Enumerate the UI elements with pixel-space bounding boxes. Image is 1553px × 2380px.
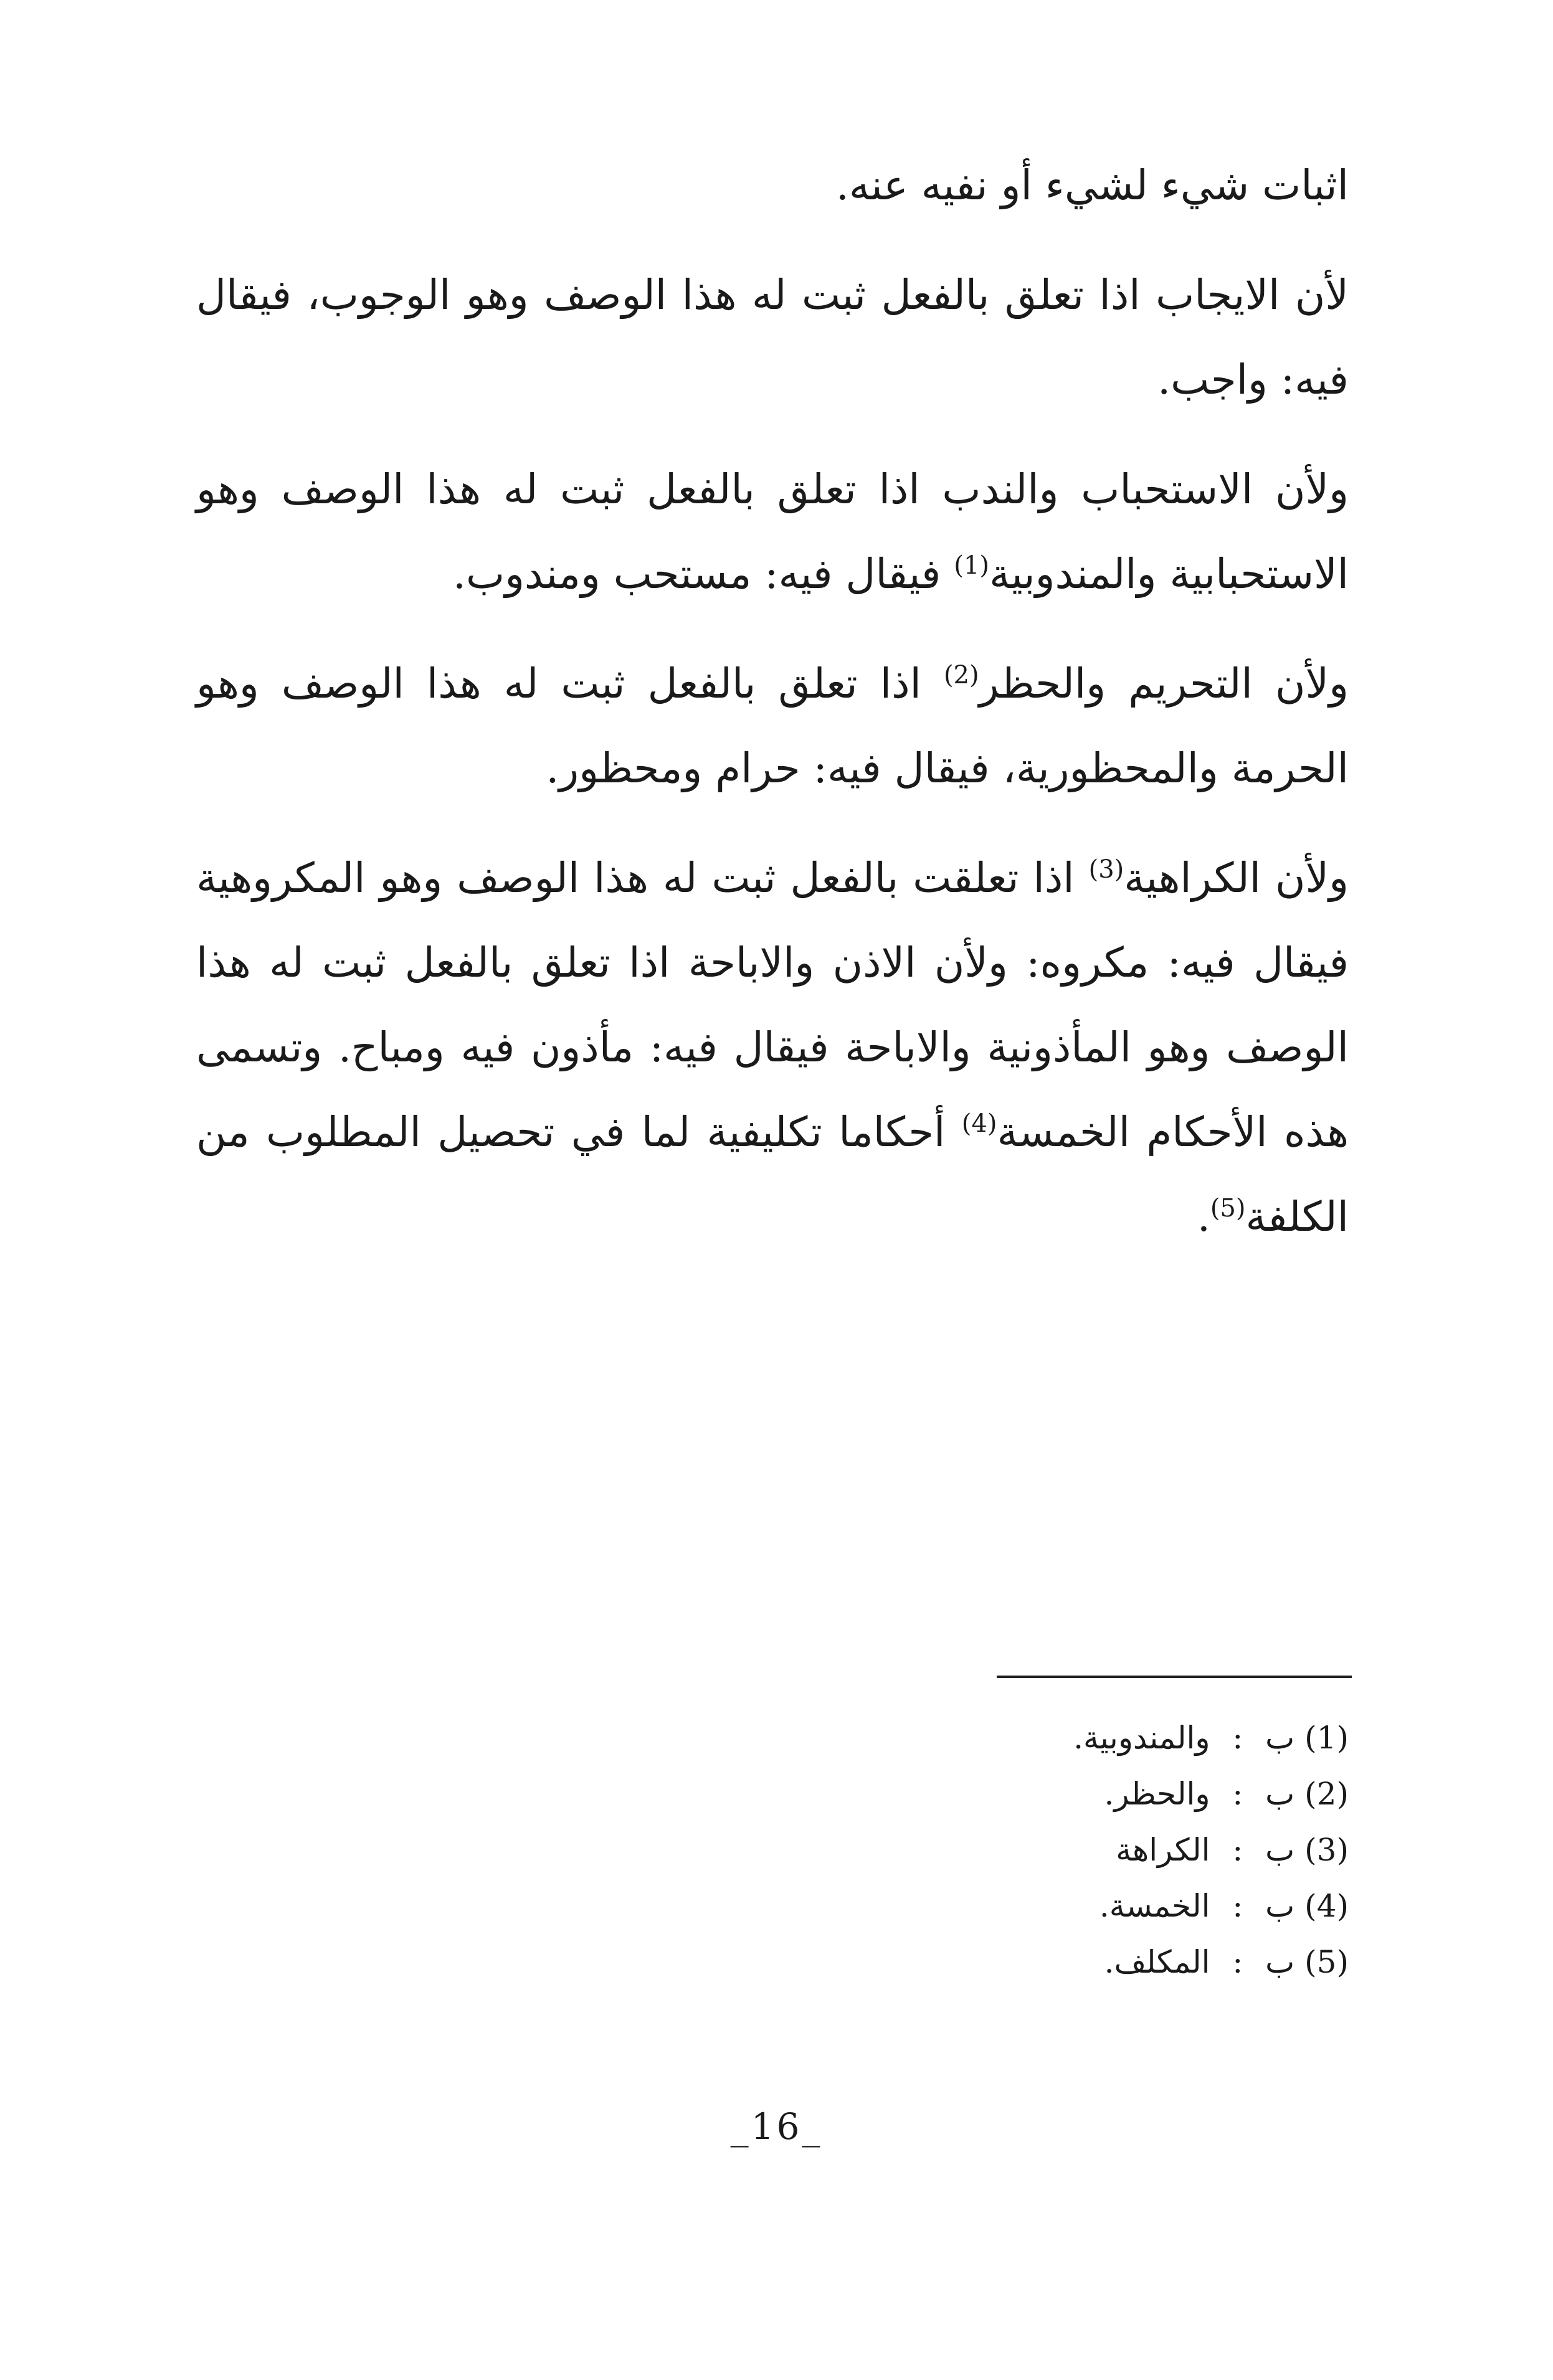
paragraph-text: . — [1197, 1193, 1210, 1241]
paragraph-text: ولأن الاستحباب والندب اذا تعلق بالفعل ثبت له هذا الوصف وهو الاستحبابية والمندوبية — [196, 465, 1349, 598]
footnote-separator-colon: : — [1232, 1832, 1243, 1868]
footnote-separator-colon: : — [1232, 1888, 1243, 1924]
footnote-2 — [810, 1766, 1349, 1822]
footnote-ref: ب — [1265, 1944, 1295, 1980]
paragraph-text: اثبات شيء لشيء أو نفيه عنه. — [835, 161, 1349, 209]
footnote-ref: ب — [1265, 1888, 1295, 1924]
footnote-ref: ب — [1265, 1720, 1295, 1756]
paragraph-text: فيقال فيه: مستحب ومندوب. — [453, 550, 954, 598]
footnote-number: (4) — [1304, 1888, 1349, 1924]
footnote-separator — [997, 1676, 1352, 1678]
page-number: _16_ — [730, 2105, 823, 2148]
paragraph-text: اذا تعلق بالفعل ثبت له هذا الوصف وهو الحرمة والمحظورية، فيقال فيه: حرام ومحظور. — [196, 660, 1349, 792]
footnotes — [810, 1710, 1349, 1990]
footnote-separator-colon: : — [1232, 1720, 1243, 1756]
paragraph-text: أحكاما تكليفية لما في تحصيل المطلوب من الكلفة — [196, 1108, 1349, 1241]
paragraph-3 — [196, 447, 1349, 617]
paragraph-text: ولأن التحريم والحظر — [979, 660, 1349, 708]
paragraph-2 — [196, 253, 1349, 422]
footnote-number: (3) — [1304, 1832, 1349, 1868]
paragraph-text: ولأن الكراهية — [1124, 854, 1349, 902]
main-text — [196, 143, 1349, 1284]
footnote-separator-colon: : — [1232, 1944, 1243, 1980]
footnote-marker-1: (1) — [954, 551, 989, 580]
footnote-text: المكلف. — [1104, 1944, 1210, 1980]
paragraph-5 — [196, 836, 1349, 1259]
paragraph-text: لأن الايجاب اذا تعلق بالفعل ثبت له هذا الوصف وهو الوجوب، فيقال فيه: واجب. — [196, 271, 1349, 404]
footnote-text: الخمسة. — [1099, 1888, 1210, 1924]
paragraph-text: اذا تعلقت بالفعل ثبت له هذا الوصف وهو المكروهية فيقال فيه: مكروه: ولأن الاذن والاباحة اذا تعلق بالفعل ثبت له هذا الوصف وهو المأذونية والاباحة فيقال فيه: مأذون فيه ومباح. وتسمى هذه الأحكام الخمسة — [196, 854, 1349, 1156]
footnote-marker-5: (5) — [1210, 1194, 1246, 1223]
footnote-5 — [810, 1934, 1349, 1990]
footnote-ref: ب — [1265, 1776, 1295, 1812]
footnote-text: الكراهة — [1116, 1832, 1210, 1868]
paragraph-4 — [196, 642, 1349, 811]
footnote-3 — [810, 1822, 1349, 1878]
footnote-separator-colon: : — [1232, 1776, 1243, 1812]
footnote-number: (2) — [1304, 1776, 1349, 1812]
footnote-number: (5) — [1304, 1944, 1349, 1980]
footnote-marker-4: (4) — [961, 1109, 997, 1138]
footnote-marker-3: (3) — [1088, 855, 1124, 884]
footnote-1 — [810, 1710, 1349, 1766]
footnote-text: والحظر. — [1104, 1776, 1210, 1812]
footnote-number: (1) — [1304, 1720, 1349, 1756]
footnote-marker-2: (2) — [943, 661, 979, 690]
footnote-text: والمندوبية. — [1073, 1720, 1210, 1756]
footnote-4 — [810, 1878, 1349, 1934]
paragraph-1 — [196, 143, 1349, 228]
footnote-ref: ب — [1265, 1832, 1295, 1868]
